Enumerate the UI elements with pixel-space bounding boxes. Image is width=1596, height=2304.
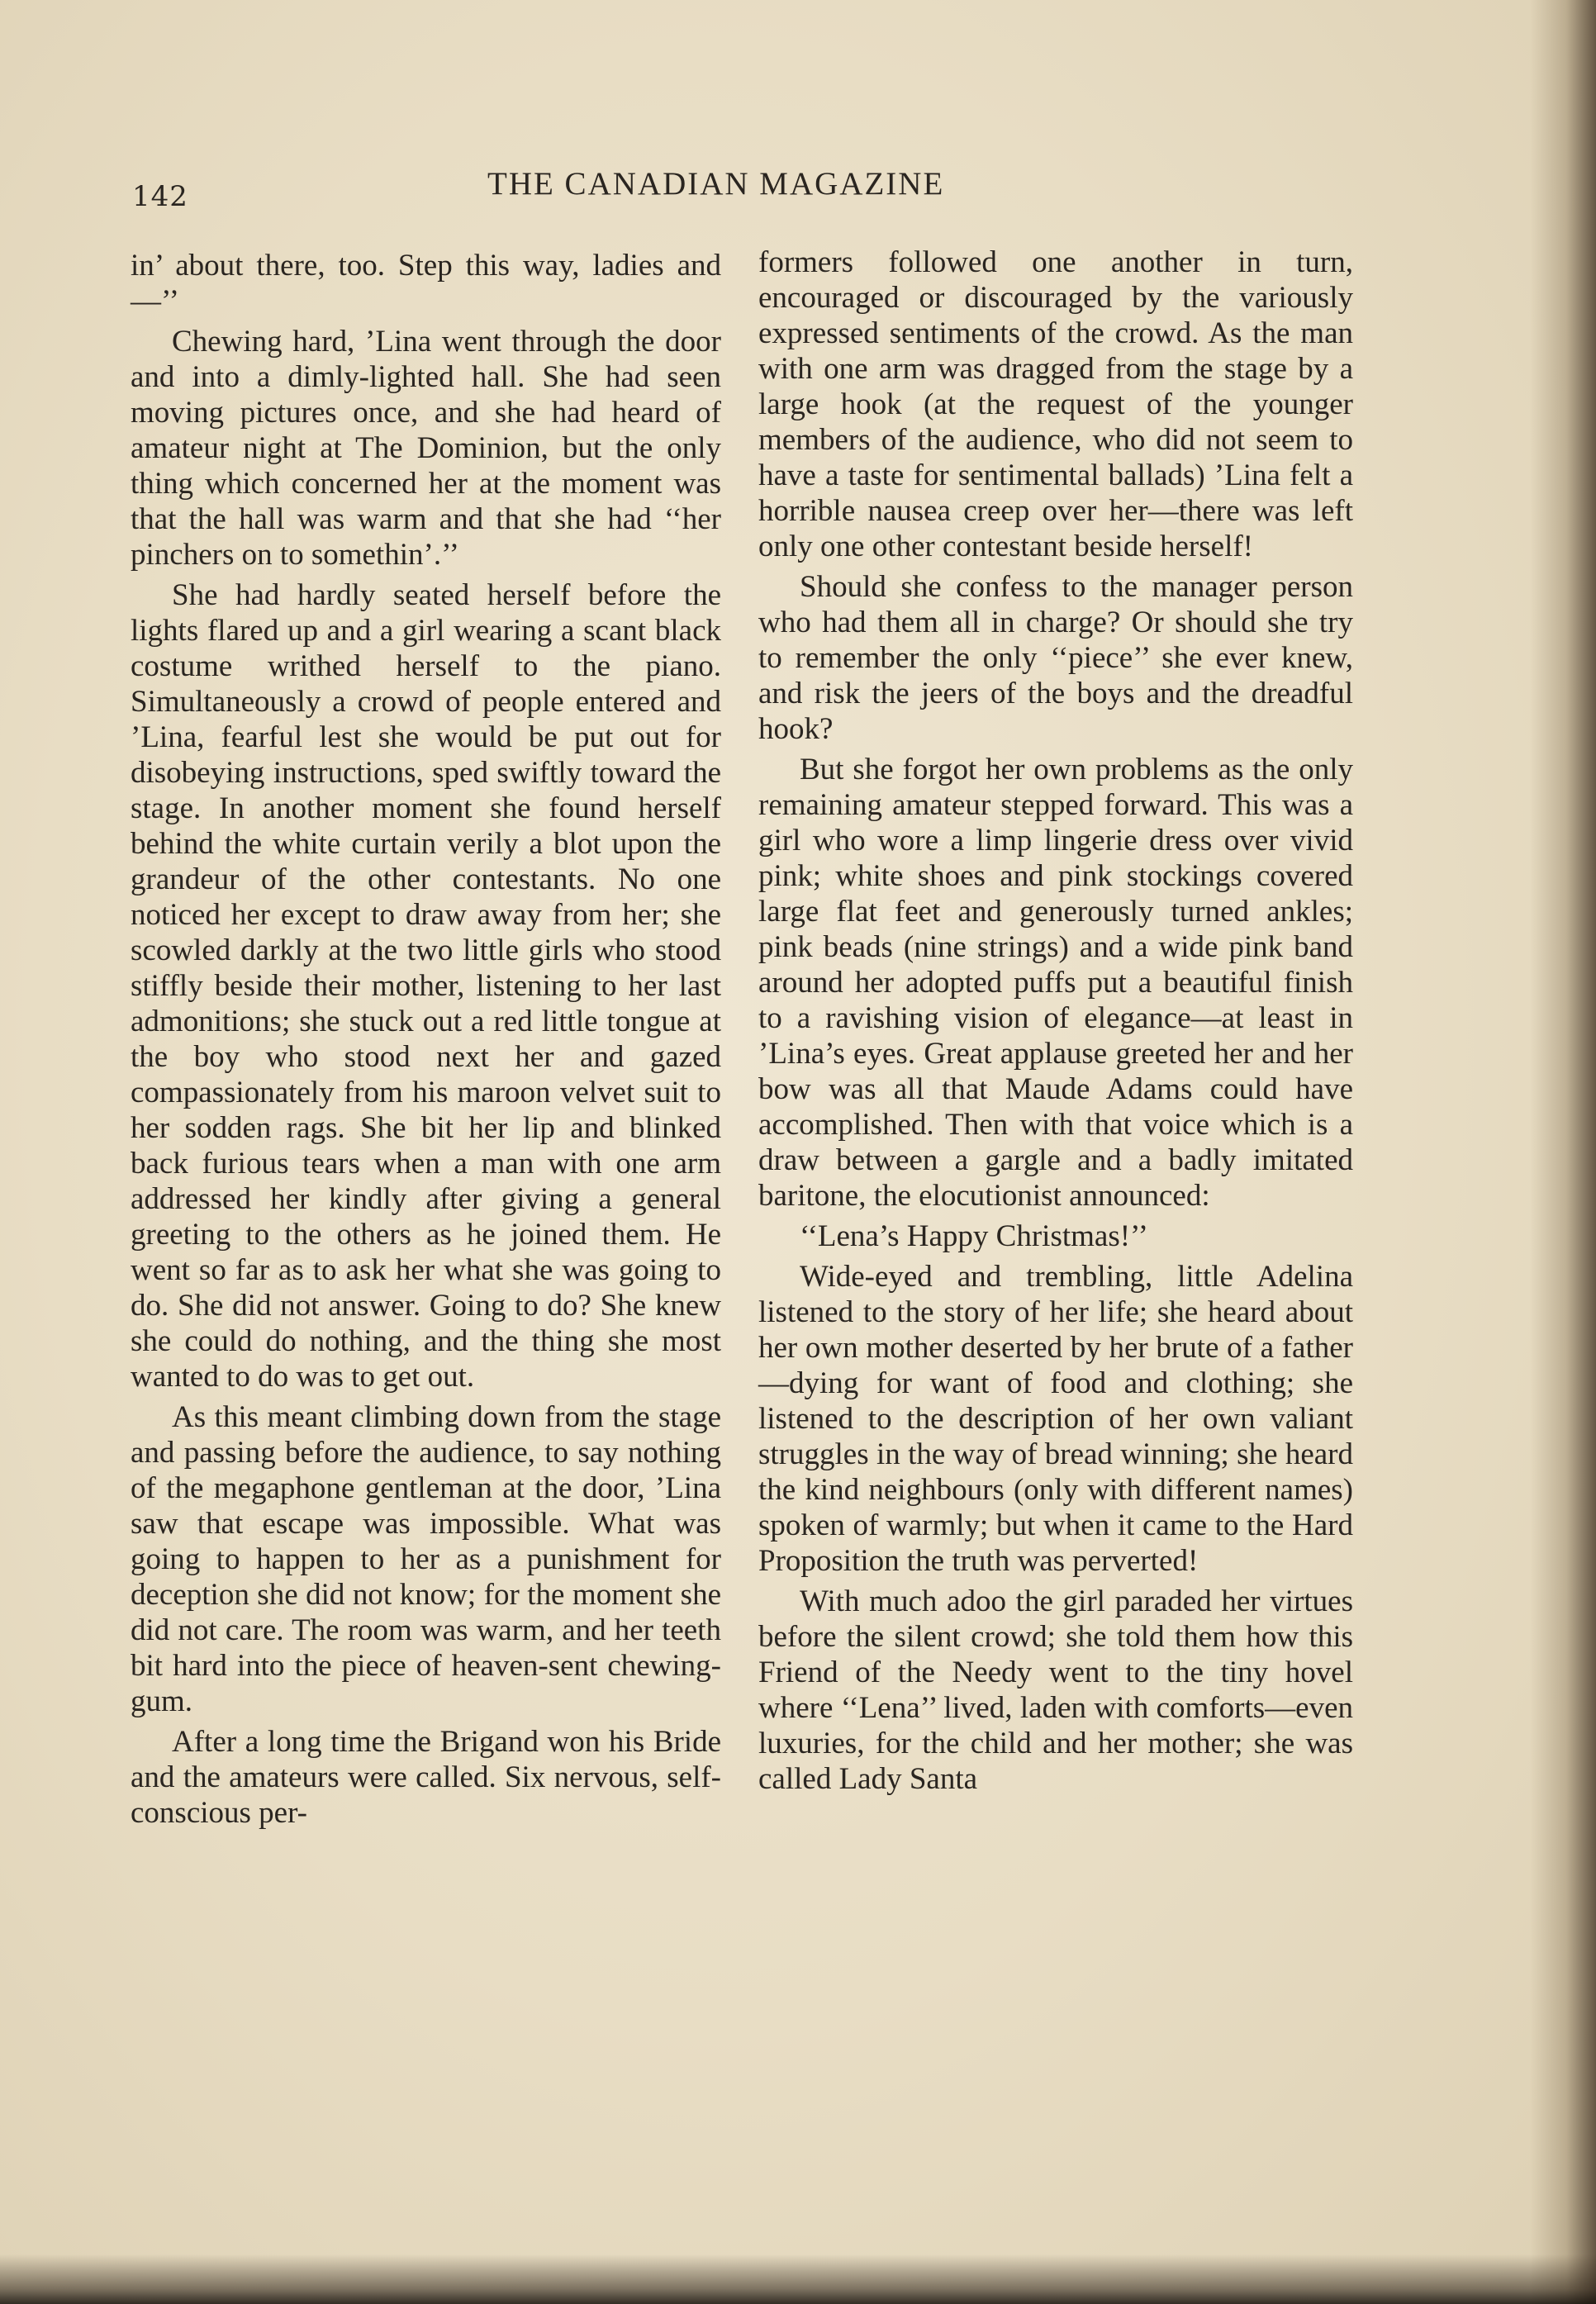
paragraph: formers followed one another in turn, encouraged or discouraged by the variously expressed sentiments of the crowd. As the man with one arm was dragged from the stage by a large hook (at the request of the younger members of the audience, who did not seem to have a taste for sentimental ballads) ’Lina felt a horrible nausea creep over her—there was left only one other contestant beside herself!	[758, 245, 1353, 563]
paragraph: But she forgot her own problems as the only remaining amateur stepped forward. This was a girl who wore a limp lingerie dress over vivid pink; white shoes and pink stockings covered large flat feet and generously turned ankles; pink beads (nine strings) and a wide pink band around her adopted puffs put a beautiful finish to a ravishing vision of elegance—at least in ’Lina’s eyes. Great applause greeted her and her bow was all that Maude Adams could have accomplished. Then with that voice which is a draw between a gargle and a badly imitated baritone, the elocutionist announced:	[758, 753, 1353, 1213]
page-number: 142	[132, 180, 188, 213]
running-head: THE CANADIAN MAGAZINE	[487, 166, 945, 202]
paragraph: in’ about there, too. Step this way, ladies and—’’	[131, 249, 721, 318]
paragraph: As this meant climbing down from the stage and passing before the audience, to say nothing of the megaphone gentleman at the door, ’Lina saw that escape was impossible. What was going to happen to her as a punishment for deception she did not know; for the moment she did not care. The room was warm, and her teeth bit hard into the piece of heaven-sent chewing-gum.	[131, 1400, 721, 1718]
bottom-edge-shadow	[0, 2254, 1596, 2304]
binding-shadow	[1530, 0, 1596, 2304]
left-column	[131, 248, 721, 1831]
paragraph: With much adoo the girl paraded her virtues before the silent crowd; she told them how this Friend of the Needy went to the tiny hovel where ‘‘Lena’’ lived, laden with comforts—even luxuries, for the child and her mother; she was called Lady Santa	[758, 1584, 1353, 1796]
paragraph: After a long time the Brigand won his Bride and the amateurs were called. Six nervous, self-conscious per-	[131, 1725, 721, 1830]
paragraph: Should she confess to the manager person who had them all in charge? Or should she try to remember the only ‘‘piece’’ she ever knew, and risk the jeers of the boys and the dreadful hook?	[758, 570, 1353, 746]
paragraph: She had hardly seated herself before the lights flared up and a girl wearing a scant black costume writhed herself to the piano. Simultaneously a crowd of people entered and ’Lina, fearful lest she would be put out for disobeying instructions, sped swiftly toward the stage. In another moment she found herself behind the white curtain verily a blot upon the grandeur of the other contestants. No one noticed her except to draw away from her; she scowled darkly at the two little girls who stood stiffly beside their mother, listening to her last admonitions; she stuck out a red little tongue at the boy who stood next her and gazed compassionately from his maroon velvet suit to her sodden rags. She bit her lip and blinked back furious tears when a man with one arm addressed her kindly after giving a general greeting to the others as he joined them. He went so far as to ask her what she was going to do. She did not answer. Going to do? She knew she could do nothing, and the thing she most wanted to do was to get out.	[131, 578, 721, 1394]
paragraph: Chewing hard, ’Lina went through the door and into a dimly-lighted hall. She had seen moving pictures once, and she had heard of amateur night at The Dominion, but the only thing which concerned her at the moment was that the hall was warm and that she had ‘‘her pinchers on to somethin’.’’	[131, 325, 721, 572]
right-column	[758, 245, 1353, 1797]
paragraph: ‘‘Lena’s Happy Christmas!’’	[800, 1219, 1148, 1253]
paragraph: Wide-eyed and trembling, little Adelina listened to the story of her life; she heard about her own mother deserted by her brute of a father —dying for want of food and clothing; she listened to the description of her own valiant struggles in the way of bread winning; she heard the kind neighbours (only with different names) spoken of warmly; but when it came to the Hard Proposition the truth was perverted!	[758, 1260, 1353, 1578]
